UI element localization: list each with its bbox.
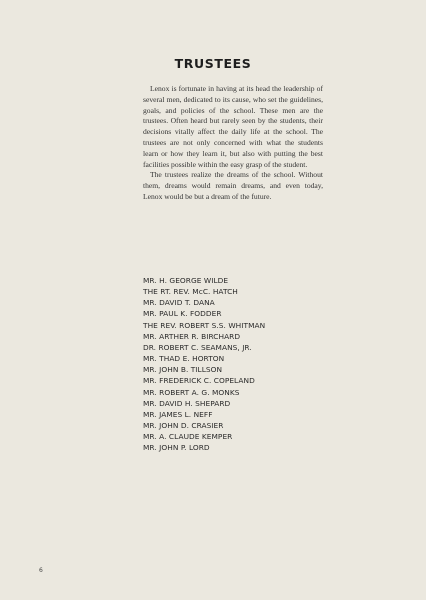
page-number: 6 xyxy=(39,567,43,574)
page-title: TRUSTEES xyxy=(174,56,252,71)
trustee-name: MR. JAMES L. NEFF xyxy=(143,409,213,419)
trustee-name: DR. ROBERT C. SEAMANS, JR. xyxy=(143,342,252,352)
trustee-name: MR. PAUL K. FODDER xyxy=(143,309,222,319)
trustee-name: MR. ARTHER R. BIRCHARD xyxy=(143,331,241,341)
trustees-list xyxy=(143,275,265,454)
intro-paragraph: Lenox is fortunate in having at its head the leadership of several men, dedicated to its cause, who set the guidelines, goals, and policies of the school. These men are the trustees. Often heard but rarely seen by the students, their decisions vitally affect the daily life at the school. The trustees are not only concerned with what the students learn or how they learn it, but also with putting the best facilities possible within the easy grasp of the student. xyxy=(143,84,323,169)
trustee-name: MR. FREDERICK C. COPELAND xyxy=(143,376,255,386)
trustee-name: THE RT. REV. McC. HATCH xyxy=(143,287,238,297)
trustee-name: MR. THAD E. HORTON xyxy=(143,354,225,364)
intro-paragraph: The trustees realize the dreams of the school. Without them, dreams would remain dreams, and even today, Lenox would be but a dream of the future. xyxy=(143,170,323,201)
trustee-name: MR. JOHN D. CRASIER xyxy=(143,421,224,431)
trustee-name: MR. DAVID T. DANA xyxy=(143,298,215,308)
trustee-name: MR. DAVID H. SHEPARD xyxy=(143,398,231,408)
trustee-name: MR. JOHN B. TILLSON xyxy=(143,365,223,375)
trustee-name: MR. JOHN P. LORD xyxy=(143,443,210,453)
intro-text xyxy=(143,84,323,203)
trustee-name: THE REV. ROBERT S.S. WHITMAN xyxy=(143,320,266,330)
trustee-name: MR. ROBERT A. G. MONKS xyxy=(143,387,240,397)
trustee-name: MR. H. GEORGE WILDE xyxy=(143,276,229,285)
trustee-name: MR. A. CLAUDE KEMPER xyxy=(143,432,233,442)
